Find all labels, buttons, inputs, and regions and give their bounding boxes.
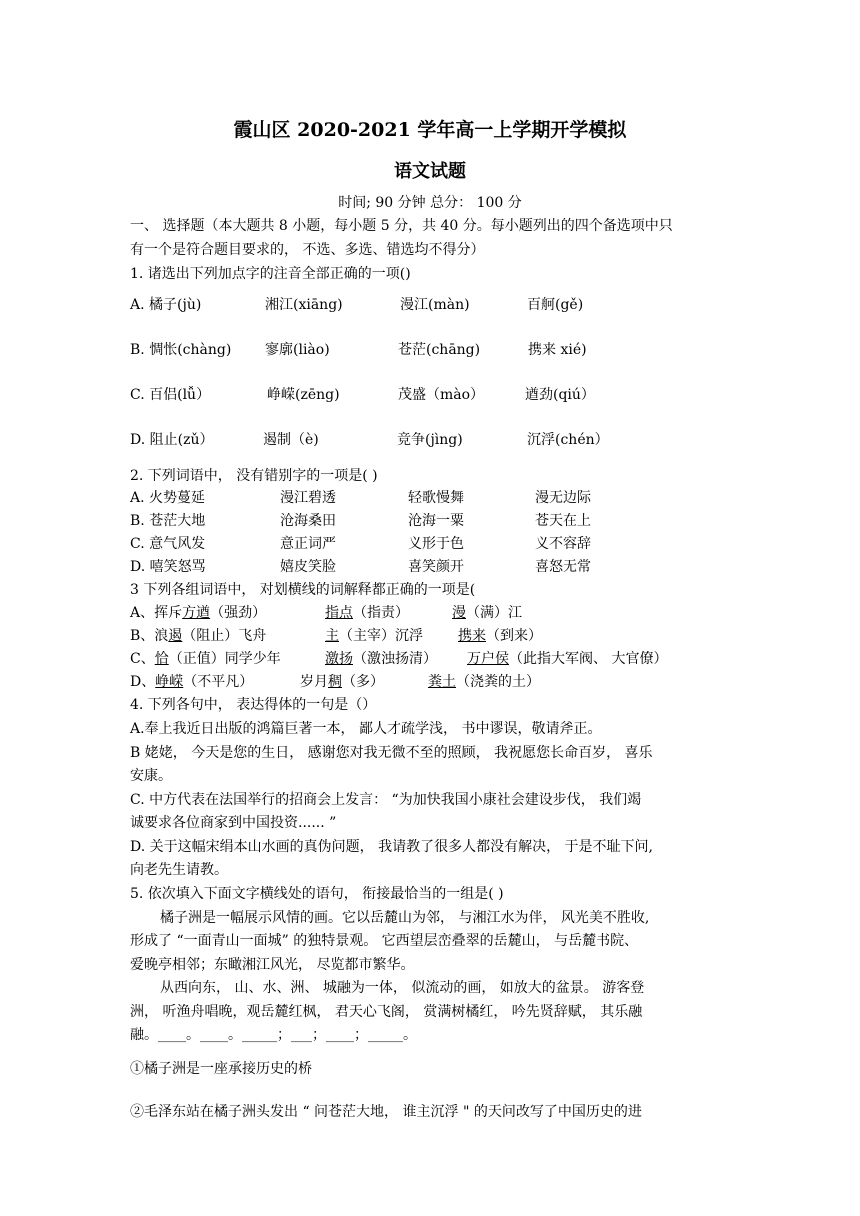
q2-c-2: 意正词严 (280, 536, 336, 552)
q5-option: ①橘子洲是一座承接历史的桥 (130, 1061, 312, 1077)
q2-a-4: 漫无边际 (535, 490, 591, 506)
q2-stem: 2. 下列词语中， 没有错别字的一项是( ) (130, 468, 378, 484)
section1-line1: 一、 选择题（本大题共 8 小题，每小题 5 分，共 40 分。每小题列出的四个备选项中只 (130, 218, 673, 234)
q1-c-2: 峥嵘(zēng) (267, 387, 340, 403)
q5-stem: 5. 依次填入下面文字横线处的语句， 衔接最恰当的一组是( ) (130, 886, 504, 902)
q3-a-1: A、挥斥方遒（强劲） (130, 605, 267, 621)
q1-stem: 1. 诸选出下列加点字的注音全部正确的一项() (130, 266, 411, 282)
q1-c-4: 遒劲(qiú） (525, 387, 595, 403)
q5-passage-line: 形成了 “一面青山一面城” 的独特景观。 它西望层峦叠翠的岳麓山， 与岳麓书院、 (130, 933, 639, 949)
q2-d-1: D. 嘻笑怒骂 (130, 559, 206, 575)
q1-d-4: 沉浮(chén） (527, 432, 609, 448)
exam-subtitle: 语文试题 (394, 161, 466, 182)
section1-line2: 有一个是符合题目要求的， 不选、多选、错选均不得分） (130, 242, 485, 258)
q3-a-2: 指点（指责） (325, 605, 409, 621)
q5-passage-line: 洲， 听渔舟唱晚，观岳麓红枫， 君天心飞阁， 赏满树橘红， 吟先贤辞赋， 其乐融 (130, 1004, 643, 1020)
q5-passage-line: 爱晚亭相邻；东瞰湘江风光， 尽览都市繁华。 (130, 957, 415, 973)
q2-b-4: 苍天在上 (535, 513, 591, 529)
q1-b-1: B. 惆怅(chàng) (130, 342, 232, 358)
q3-d-1: D、峥嵘（不平凡） (130, 674, 254, 690)
q4-line: 向老先生请教。 (130, 862, 228, 878)
q4-stem: 4. 下列各句中， 表达得体的一句是（） (130, 697, 377, 713)
q4-line: C. 中方代表在法国举行的招商会上发言： “为加快我国小康社会建设步伐， 我们竭 (130, 792, 642, 808)
q2-a-3: 轻歌慢舞 (408, 490, 464, 506)
q4-line: B 姥姥， 今天是您的生日， 感谢您对我无微不至的照顾， 我祝愿您长命百岁， 喜乐 (130, 745, 653, 761)
q5-passage-line: 从西向东， 山、水、洲、 城融为一体， 似流动的画， 如放大的盆景。 游客登 (160, 980, 645, 996)
q4-line: 诚要求各位商家到中国投资...... ” (130, 815, 337, 831)
q2-a-2: 漫江碧透 (280, 490, 336, 506)
q3-b-3: 携来（到来） (458, 628, 542, 644)
q1-a-4: 百舸(gě) (527, 297, 584, 313)
exam-time-info: 时间; 90 分钟 总分： 100 分 (338, 195, 522, 211)
q4-line: A.奉上我近日出版的鸿篇巨著一本， 鄙人才疏学浅， 书中谬误，敬请斧正。 (130, 721, 602, 737)
q1-b-4: 携来 xié) (528, 342, 587, 358)
q3-a-3: 漫（满）江 (452, 605, 522, 621)
q3-b-2: 主（主宰）沉浮 (325, 628, 423, 644)
q5-passage-line: 融。____。____。_____；___；____；_____。 (130, 1027, 417, 1043)
q5-passage-line: 橘子洲是一幅展示风情的画。它以岳麓山为邻， 与湘江水为伴， 风光美不胜收, (160, 910, 650, 926)
q1-d-2: 遏制（è) (263, 432, 319, 448)
q2-c-4: 义不容辞 (535, 536, 591, 552)
q2-b-3: 沧海一粟 (408, 513, 464, 529)
q3-d-3: 粪土（浇粪的土） (428, 674, 540, 690)
q3-c-3: 万户侯（此指大军阀、 大官僚） (467, 651, 668, 667)
q2-d-3: 喜笑颜开 (408, 559, 464, 575)
q1-c-3: 茂盛（mào） (398, 387, 485, 403)
exam-title: 霞山区 2020-2021 学年高一上学期开学模拟 (233, 119, 627, 141)
q2-c-3: 义形于色 (408, 536, 464, 552)
q1-a-3: 漫江(màn) (400, 297, 470, 313)
q5-option: ②毛泽东站在橘子洲头发出 “ 问苍茫大地， 谁主沉浮 " 的天问改写了中国历史的进 (130, 1104, 642, 1120)
q1-a-1: A. 橘子(jù) (130, 297, 202, 313)
q3-c-2: 激扬（激浊扬清） (325, 651, 437, 667)
q2-b-1: B. 苍茫大地 (130, 513, 206, 529)
q1-a-2: 湘江(xiāng) (265, 297, 343, 313)
q4-line: 安康。 (130, 768, 172, 784)
q2-d-4: 喜怒无常 (535, 559, 591, 575)
q1-b-3: 苍茫(chāng) (398, 342, 481, 358)
q1-d-3: 竞争(jìng) (397, 432, 463, 448)
q1-d-1: D. 阻止(zǔ） (130, 432, 214, 448)
q1-b-2: 寥廓(liào) (265, 342, 330, 358)
q4-line: D. 关于这幅宋绢本山水画的真伪问题， 我请教了很多人都没有解决， 于是不耻下问, (130, 839, 653, 855)
q3-stem: 3 下列各组词语中， 对划横线的词解释都正确的一项是( (130, 582, 476, 598)
q3-b-1: B、浪遏（阻止）飞舟 (130, 628, 267, 644)
q3-c-1: C、恰（正值）同学少年 (130, 651, 281, 667)
q2-c-1: C. 意气风发 (130, 536, 206, 552)
q2-a-1: A. 火势蔓延 (130, 490, 206, 506)
q2-d-2: 嬉皮笑脸 (280, 559, 336, 575)
q3-d-2: 岁月稠（多） (300, 674, 384, 690)
q1-c-1: C. 百侣(lǚ） (130, 387, 211, 403)
q2-b-2: 沧海桑田 (280, 513, 336, 529)
